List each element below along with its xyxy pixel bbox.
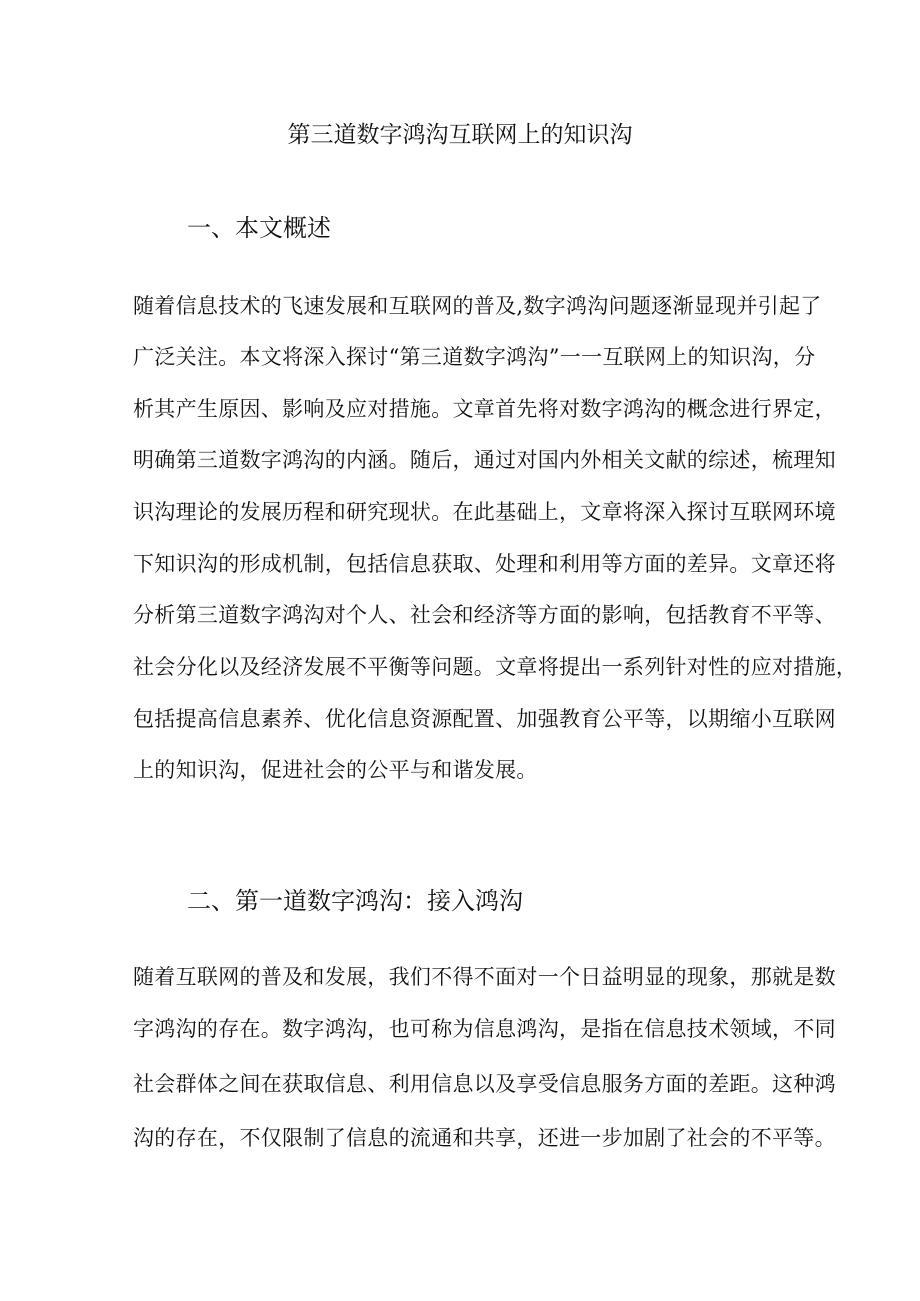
paragraph-line: 随着信息技术的飞速发展和互联网的普及,数字鸿沟问题逐渐显现并引起了 [133, 294, 822, 318]
section-heading-access-divide: 二、第一道数字鸿沟：接入鸿沟 [187, 887, 523, 915]
paragraph-line: 明确第三道数字鸿沟的内涵。随后，通过对国内外相关文献的综述，梳理知 [133, 448, 836, 472]
paragraph-line: 识沟理论的发展历程和研究现状。在此基础上，文章将深入探讨互联网环境 [133, 500, 836, 524]
paragraph-line: 随着互联网的普及和发展，我们不得不面对一个日益明显的现象，那就是数 [133, 965, 836, 989]
paragraph-line: 字鸿沟的存在。数字鸿沟，也可称为信息鸿沟，是指在信息技术领域，不同 [133, 1017, 836, 1041]
paragraph-line: 上的知识沟，促进社会的公平与和谐发展。 [133, 758, 538, 782]
paragraph-line: 下知识沟的形成机制，包括信息获取、处理和利用等方面的差异。文章还将 [133, 552, 836, 576]
paragraph-line: 析其产生原因、影响及应对措施。文章首先将对数字鸿沟的概念进行界定， [133, 397, 836, 421]
paragraph-line: 广泛关注。本文将深入探讨“第三道数字鸿沟”一一互联网上的知识沟，分 [133, 345, 816, 369]
paragraph-line: 分析第三道数字鸿沟对个人、社会和经济等方面的影响，包括教育不平等、 [133, 603, 836, 627]
document-title: 第三道数字鸿沟互联网上的知识沟 [287, 122, 633, 148]
paragraph-line: 社会群体之间在获取信息、利用信息以及享受信息服务方面的差距。这种鸿 [133, 1072, 836, 1096]
paragraph-line: 沟的存在，不仅限制了信息的流通和共享，还进一步加剧了社会的不平等。 [133, 1126, 836, 1150]
section-heading-overview: 一、本文概述 [187, 214, 331, 242]
paragraph-line: 包括提高信息素养、优化信息资源配置、加强教育公平等，以期缩小互联网 [133, 707, 836, 731]
paragraph-line: 社会分化以及经济发展不平衡等问题。文章将提出一系列针对性的应对措施， [133, 655, 858, 679]
